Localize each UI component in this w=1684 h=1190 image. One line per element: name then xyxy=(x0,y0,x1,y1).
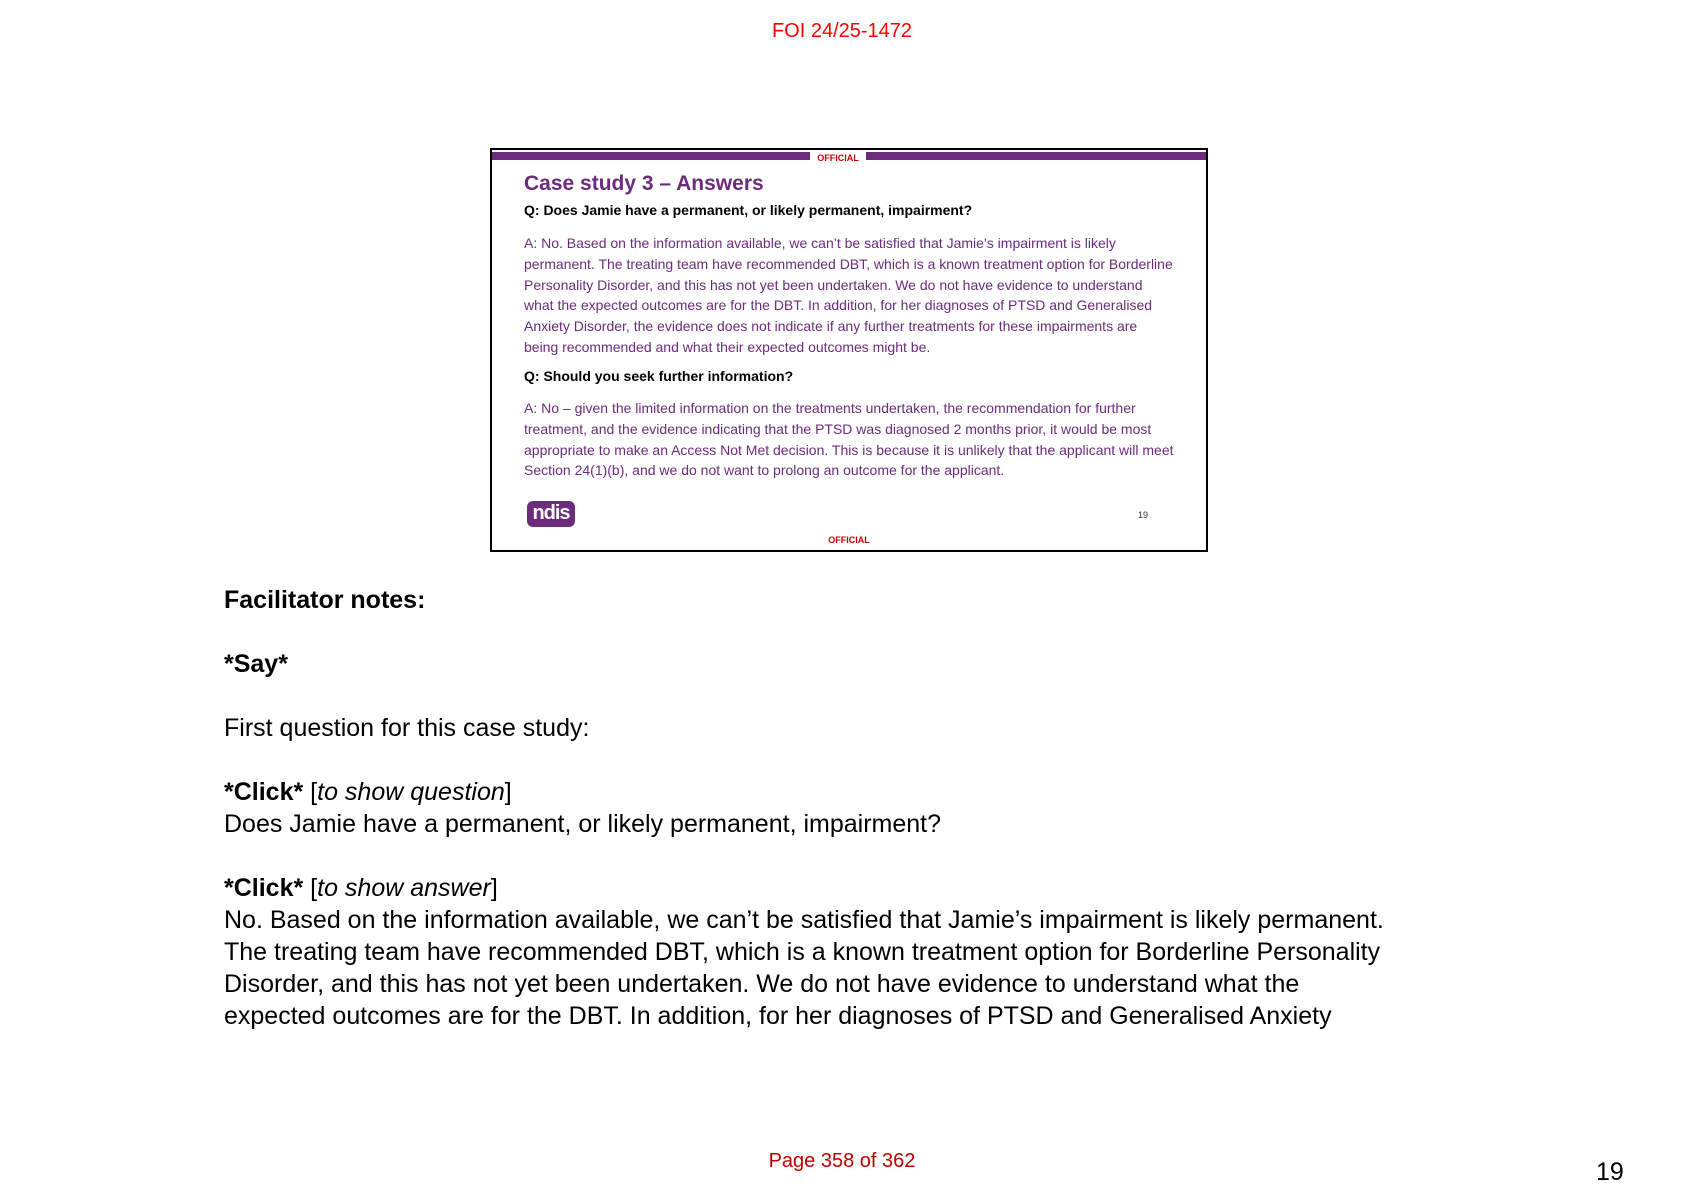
slide-thumbnail xyxy=(490,148,1208,552)
notes-click-question: *Click* [to show question] xyxy=(224,778,512,806)
notes-question: Does Jamie have a permanent, or likely permanent, impairment? xyxy=(224,810,942,838)
slide-answer-1: A: No. Based on the information available, we can’t be satisfied that Jamie’s impairment is likely permanent. The treating team have recommended DBT, which is a known treatment option for Borderline Personality Disorder, and this has not yet been undertaken. We do not have evidence to understand what the expected outcomes are for the DBT. In addition, for her diagnoses of PTSD and Generalised Anxiety Disorder, the evidence does not indicate if any further treatments for these impairments are being recommended and what their expected outcomes might be. xyxy=(524,235,1173,355)
notes-answer-line: The treating team have recommended DBT, which is a known treatment option for Borderline Personality xyxy=(224,938,1381,966)
slide-official-top: OFFICIAL xyxy=(810,152,866,164)
foi-reference: FOI 24/25-1472 xyxy=(771,20,913,42)
ndis-logo: ndis xyxy=(527,501,575,527)
notes-answer-line: No. Based on the information available, we can’t be satisfied that Jamie’s impairment is likely permanent. xyxy=(224,906,1384,934)
notes-intro: First question for this case study: xyxy=(224,714,590,742)
notes-answer-line: expected outcomes are for the DBT. In addition, for her diagnoses of PTSD and Generalised Anxiety xyxy=(224,1002,1332,1030)
page-number: 19 xyxy=(1596,1158,1624,1186)
slide-answer-2: A: No – given the limited information on the treatments undertaken, the recommendation for further treatment, and the evidence indicating that the PTSD was diagnosed 2 months prior, it would be most appropriate to make an Access Not Met decision. This is because it is unlikely that the applicant will meet Section 24(1)(b), and we do not want to prolong an outcome for the applicant. xyxy=(524,400,1174,479)
notes-click-answer: *Click* [to show answer] xyxy=(224,874,498,902)
slide-question-1: Q: Does Jamie have a permanent, or likely permanent, impairment? xyxy=(524,202,973,218)
notes-answer-line: Disorder, and this has not yet been undertaken. We do not have evidence to understand what the xyxy=(224,970,1300,998)
slide-question-2: Q: Should you seek further information? xyxy=(524,368,794,384)
slide-number: 19 xyxy=(1138,510,1149,520)
notes-say: *Say* xyxy=(224,650,288,678)
page-counter: Page 358 of 362 xyxy=(768,1150,916,1172)
slide-official-bottom: OFFICIAL xyxy=(828,535,870,545)
notes-heading: Facilitator notes: xyxy=(224,586,426,614)
slide-title: Case study 3 – Answers xyxy=(524,172,764,195)
